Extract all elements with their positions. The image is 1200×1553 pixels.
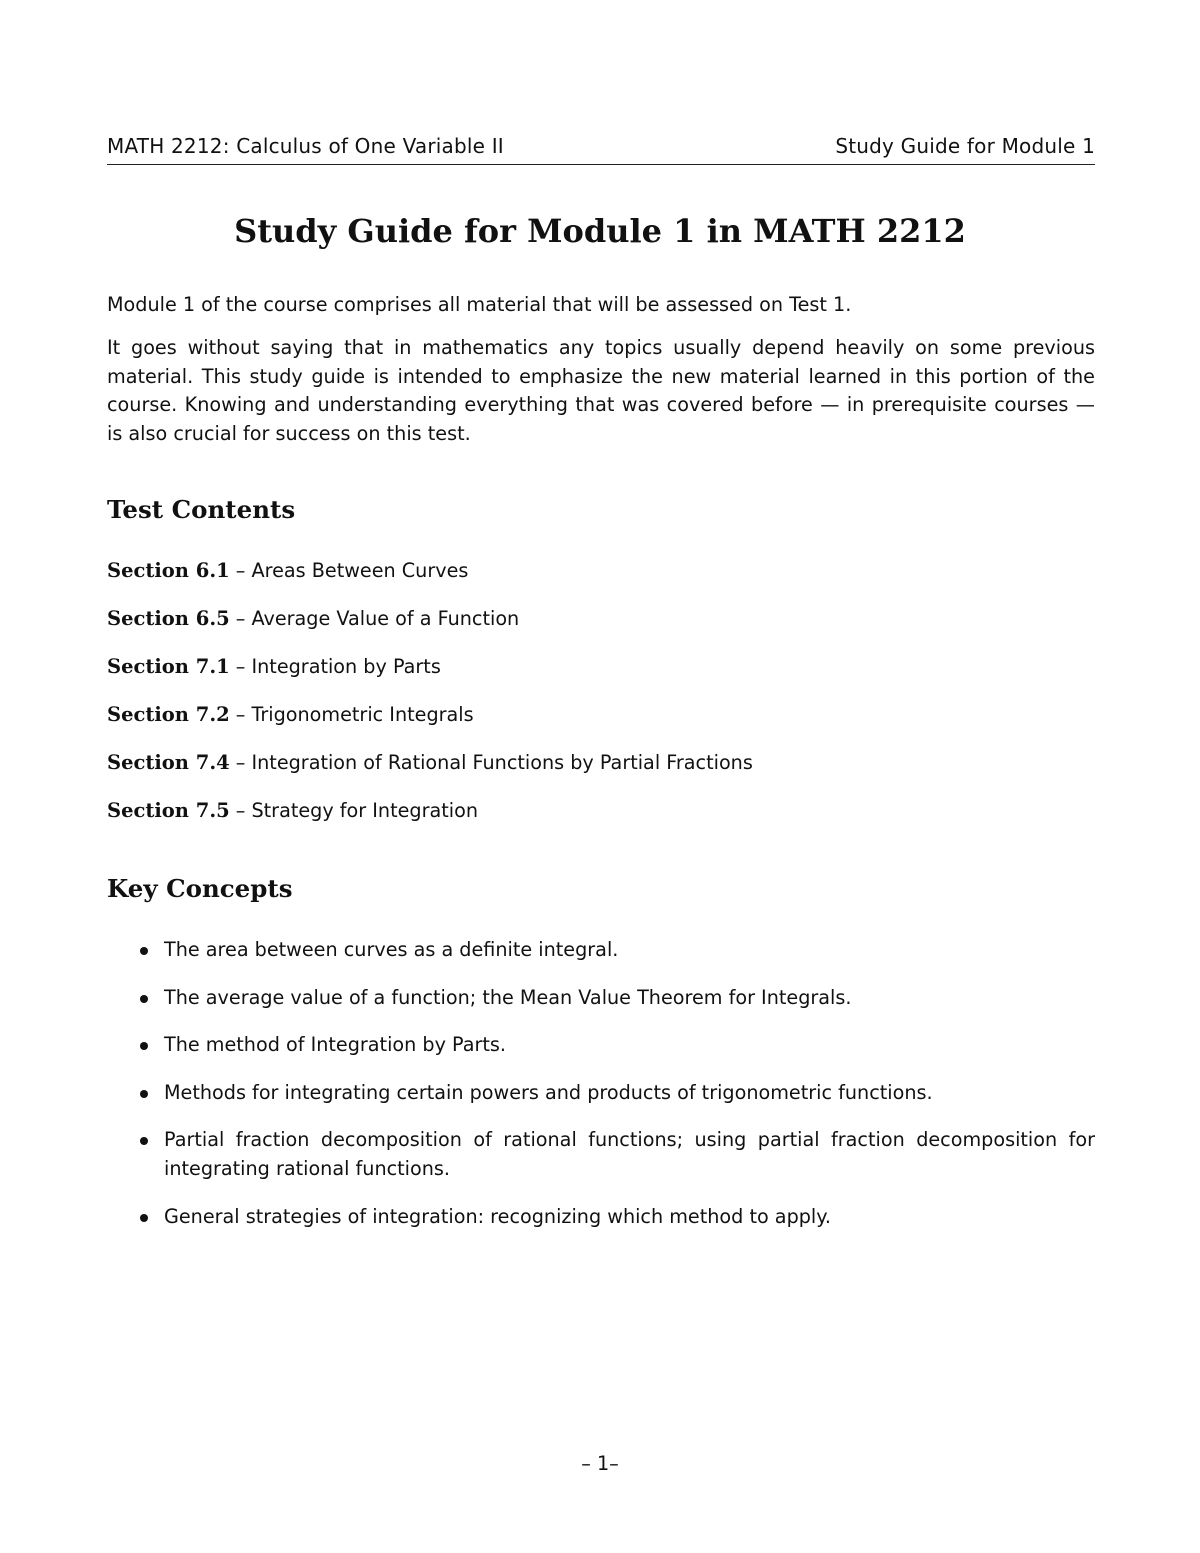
test-contents-heading: Test Contents	[107, 495, 296, 524]
concept-item	[107, 1203, 1095, 1232]
intro-paragraph-2: It goes without saying that in mathematics any topics usually depend heavily on some previous material. This study guide is intended to emphasize the new material learned in this portion of the course. Knowing and understanding everything that was covered before — in prerequisite courses — is also crucial for success on this test.	[107, 336, 1095, 445]
bullet-icon	[140, 1090, 148, 1098]
section-topic: – Integration by Parts	[229, 655, 441, 678]
header-course-title: MATH 2212: Calculus of One Variable II	[107, 134, 504, 158]
bullet-icon	[140, 1137, 148, 1145]
section-label: Section 6.1	[107, 559, 230, 582]
header-guide-title: Study Guide for Module 1	[835, 134, 1095, 158]
section-topic: – Trigonometric Integrals	[229, 703, 474, 726]
section-topic: – Average Value of a Function	[229, 607, 520, 630]
concept-text: The method of Integration by Parts.	[164, 1033, 507, 1057]
bullet-icon	[140, 947, 148, 955]
concept-item	[107, 1079, 1095, 1108]
section-topic: – Integration of Rational Functions by Partial Fractions	[229, 751, 753, 774]
section-label: Section 7.4	[107, 751, 230, 774]
section-topic: – Areas Between Curves	[229, 559, 469, 582]
concept-text: The area between curves as a definite integral.	[164, 938, 619, 961]
bullet-icon	[140, 1042, 148, 1050]
section-item	[107, 700, 1095, 748]
concept-text: The average value of a function; the Mean Value Theorem for Integrals.	[164, 985, 852, 1009]
intro-paragraph-1: Module 1 of the course comprises all material that will be assessed on Test 1.	[107, 293, 852, 316]
section-label: Section 7.1	[107, 655, 230, 678]
test-contents-list	[107, 556, 1095, 844]
page-title: Study Guide for Module 1 in MATH 2212	[234, 212, 966, 250]
concept-item	[107, 984, 1095, 1013]
concept-text: General strategies of integration: recognizing which method to apply.	[164, 1204, 831, 1228]
section-item	[107, 556, 1095, 604]
bullet-icon	[140, 1214, 148, 1222]
page-number: – 1–	[581, 1452, 619, 1475]
concept-item	[107, 1031, 1095, 1060]
concept-text: Methods for integrating certain powers and products of trigonometric functions.	[164, 1080, 933, 1104]
key-concepts-heading: Key Concepts	[107, 874, 293, 903]
section-topic: – Strategy for Integration	[229, 799, 479, 822]
running-header	[107, 134, 1095, 165]
section-item	[107, 652, 1095, 700]
concept-text: Partial fraction decomposition of rational functions; using partial fraction decomposition for integrating rational functions.	[164, 1128, 1095, 1180]
section-label: Section 7.5	[107, 799, 230, 822]
section-label: Section 7.2	[107, 703, 230, 726]
section-label: Section 6.5	[107, 607, 230, 630]
section-item	[107, 748, 1095, 796]
bullet-icon	[140, 995, 148, 1003]
concept-item	[107, 1126, 1095, 1183]
section-item	[107, 604, 1095, 652]
section-item	[107, 796, 1095, 844]
key-concepts-list	[107, 936, 1095, 1250]
concept-item	[107, 936, 1095, 965]
